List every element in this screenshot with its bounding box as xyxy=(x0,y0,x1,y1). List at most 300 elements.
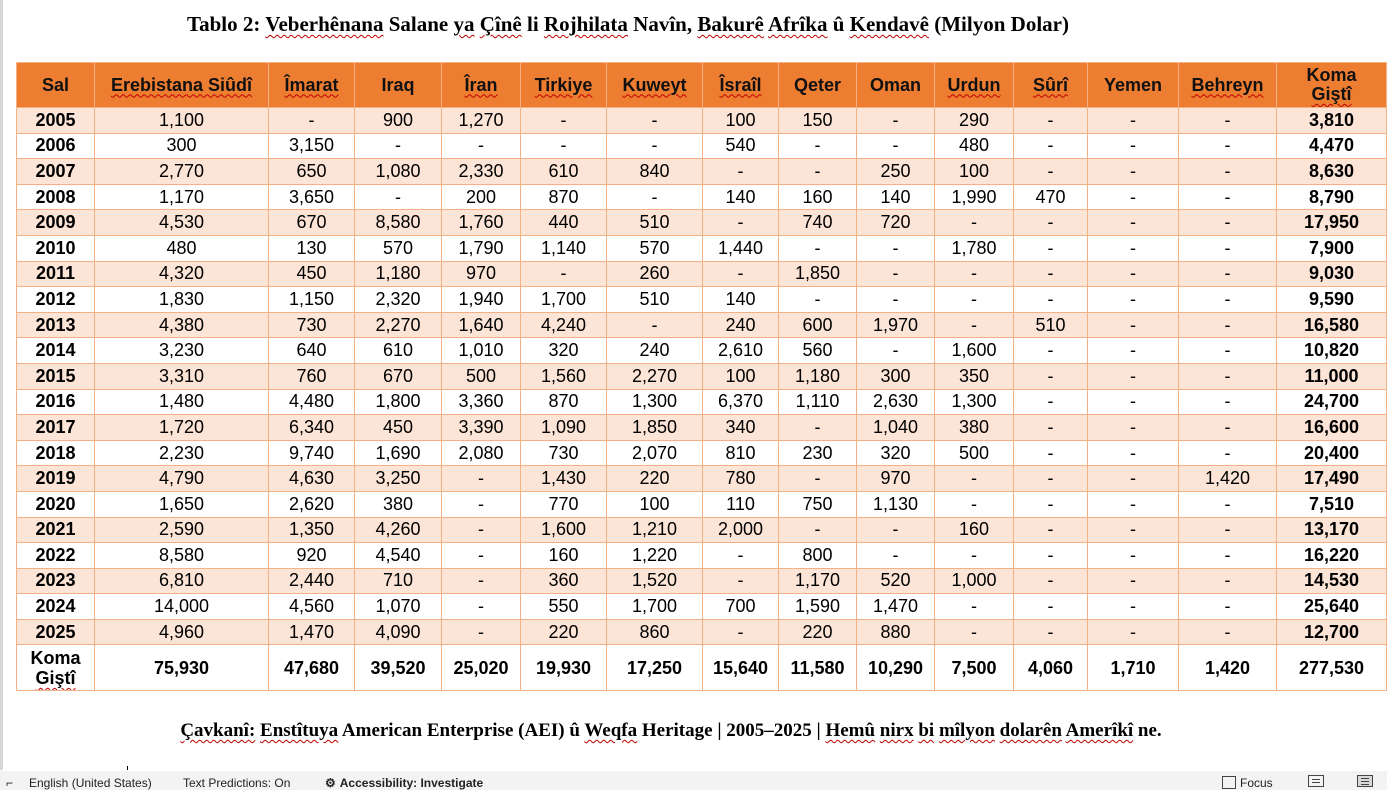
table-row xyxy=(17,287,1387,313)
table-cell: 2,230 xyxy=(95,440,269,466)
table-cell: 4,090 xyxy=(355,619,442,645)
table-cell: - xyxy=(1088,108,1179,134)
year-cell: 2013 xyxy=(17,312,95,338)
table-cell: 1,440 xyxy=(703,235,779,261)
year-cell: 2024 xyxy=(17,594,95,620)
column-header xyxy=(779,63,857,108)
year-cell: 2025 xyxy=(17,619,95,645)
table-cell: 780 xyxy=(703,466,779,492)
table-cell: - xyxy=(1088,415,1179,441)
table-cell: 840 xyxy=(607,159,703,185)
year-cell: 2008 xyxy=(17,184,95,210)
table-cell: 1,090 xyxy=(521,415,607,441)
table-cell: 240 xyxy=(703,312,779,338)
table-row xyxy=(17,466,1387,492)
accessibility-status[interactable] xyxy=(325,776,483,790)
table-cell: 4,790 xyxy=(95,466,269,492)
table-cell: 500 xyxy=(935,440,1014,466)
table-cell: 9,740 xyxy=(269,440,355,466)
table-cell: 1,140 xyxy=(521,235,607,261)
table-cell: 760 xyxy=(269,363,355,389)
table-cell: - xyxy=(1088,619,1179,645)
table-cell: 1,220 xyxy=(607,543,703,569)
table-cell: 4,540 xyxy=(355,543,442,569)
table-cell: 2,000 xyxy=(703,517,779,543)
focus-label: Focus xyxy=(1240,776,1273,790)
table-cell: 450 xyxy=(355,415,442,441)
column-header xyxy=(857,63,935,108)
source-word: Weqfa xyxy=(584,720,638,741)
source-word: | xyxy=(717,720,722,741)
table-cell: 900 xyxy=(355,108,442,134)
row-total-cell: 20,400 xyxy=(1277,440,1387,466)
table-row xyxy=(17,210,1387,236)
table-cell: 1,180 xyxy=(355,261,442,287)
table-cell: - xyxy=(779,287,857,313)
table-cell: - xyxy=(442,133,521,159)
table-cell: - xyxy=(1179,491,1277,517)
table-cell: 3,250 xyxy=(355,466,442,492)
column-header xyxy=(703,63,779,108)
table-cell: 6,810 xyxy=(95,568,269,594)
table-cell: 770 xyxy=(521,491,607,517)
table-cell: 2,440 xyxy=(269,568,355,594)
table-row xyxy=(17,312,1387,338)
row-total-cell: 16,220 xyxy=(1277,543,1387,569)
table-cell: 320 xyxy=(521,338,607,364)
table-cell: - xyxy=(1088,338,1179,364)
column-header-label: Urdun xyxy=(947,74,1001,95)
total-cell: 15,640 xyxy=(703,645,779,691)
table-row xyxy=(17,415,1387,441)
year-cell: 2019 xyxy=(17,466,95,492)
table-cell: 1,150 xyxy=(269,287,355,313)
table-cell: - xyxy=(857,108,935,134)
source-word: (AEI) xyxy=(518,720,565,741)
column-header-label: Qeter xyxy=(793,74,842,95)
table-cell: 1,000 xyxy=(935,568,1014,594)
table-cell: 500 xyxy=(442,363,521,389)
table-cell: - xyxy=(442,491,521,517)
table-cell: - xyxy=(521,108,607,134)
total-cell: 39,520 xyxy=(355,645,442,691)
table-cell: 470 xyxy=(1014,184,1088,210)
table-cell: - xyxy=(935,261,1014,287)
table-cell: - xyxy=(1014,466,1088,492)
table-cell: - xyxy=(935,594,1014,620)
total-cell: 47,680 xyxy=(269,645,355,691)
table-cell: 4,320 xyxy=(95,261,269,287)
table-cell: 800 xyxy=(779,543,857,569)
table-cell: 3,650 xyxy=(269,184,355,210)
table-cell: - xyxy=(857,133,935,159)
column-header-label: Sûrî xyxy=(1032,74,1068,95)
column-header-label: Sal xyxy=(41,74,70,95)
table-cell: 1,520 xyxy=(607,568,703,594)
table-cell: 1,790 xyxy=(442,235,521,261)
title-word: Navîn, xyxy=(633,12,693,36)
table-cell: 380 xyxy=(355,491,442,517)
table-cell: 2,270 xyxy=(607,363,703,389)
status-corner-glyph: ⌐ xyxy=(6,776,14,790)
title-word: Bakurê xyxy=(697,12,764,36)
table-cell: - xyxy=(1179,619,1277,645)
table-row xyxy=(17,594,1387,620)
table-cell: 2,610 xyxy=(703,338,779,364)
table-cell: 450 xyxy=(269,261,355,287)
column-header xyxy=(442,63,521,108)
table-cell: 1,600 xyxy=(521,517,607,543)
table-cell: 610 xyxy=(521,159,607,185)
row-total-cell: 16,600 xyxy=(1277,415,1387,441)
read-mode-icon[interactable] xyxy=(1308,775,1324,787)
table-cell: 130 xyxy=(269,235,355,261)
row-total-cell: 17,490 xyxy=(1277,466,1387,492)
total-cell: 1,420 xyxy=(1179,645,1277,691)
table-cell: 1,940 xyxy=(442,287,521,313)
table-cell: 14,000 xyxy=(95,594,269,620)
table-cell: 1,040 xyxy=(857,415,935,441)
title-word: û xyxy=(832,12,845,36)
focus-button[interactable] xyxy=(1222,776,1273,790)
total-cell: 7,500 xyxy=(935,645,1014,691)
total-cell: 11,580 xyxy=(779,645,857,691)
table-cell: 970 xyxy=(857,466,935,492)
table-row xyxy=(17,184,1387,210)
table-cell: 650 xyxy=(269,159,355,185)
table-cell: - xyxy=(1088,543,1179,569)
table-cell: 380 xyxy=(935,415,1014,441)
source-word: Enterprise xyxy=(426,720,514,741)
table-cell: 810 xyxy=(703,440,779,466)
table-cell: 1,070 xyxy=(355,594,442,620)
table-cell: - xyxy=(935,491,1014,517)
table-cell: 640 xyxy=(269,338,355,364)
total-cell: 17,250 xyxy=(607,645,703,691)
table-cell: 220 xyxy=(779,619,857,645)
table-cell: 4,260 xyxy=(355,517,442,543)
table-cell: 750 xyxy=(779,491,857,517)
table-cell: - xyxy=(442,543,521,569)
row-total-cell: 4,470 xyxy=(1277,133,1387,159)
source-word: bi xyxy=(918,720,935,741)
table-cell: 670 xyxy=(269,210,355,236)
source-word: American xyxy=(341,720,423,741)
row-total-cell: 7,510 xyxy=(1277,491,1387,517)
table-cell: - xyxy=(607,133,703,159)
table-cell: 260 xyxy=(607,261,703,287)
table-cell: - xyxy=(703,543,779,569)
table-cell: 480 xyxy=(95,235,269,261)
table-cell: - xyxy=(1088,517,1179,543)
table-cell: 1,270 xyxy=(442,108,521,134)
total-cell: 19,930 xyxy=(521,645,607,691)
row-total-cell: 25,640 xyxy=(1277,594,1387,620)
table-cell: - xyxy=(1179,287,1277,313)
table-cell: 2,620 xyxy=(269,491,355,517)
table-cell: - xyxy=(355,133,442,159)
table-cell: - xyxy=(779,133,857,159)
table-cell: 2,070 xyxy=(607,440,703,466)
table-cell: - xyxy=(1088,440,1179,466)
table-cell: 150 xyxy=(779,108,857,134)
table-cell: 970 xyxy=(442,261,521,287)
table-cell: - xyxy=(1014,338,1088,364)
table-cell: - xyxy=(1014,133,1088,159)
table-cell: 560 xyxy=(779,338,857,364)
table-cell: 1,420 xyxy=(1179,466,1277,492)
column-header xyxy=(17,63,95,108)
year-cell: 2010 xyxy=(17,235,95,261)
table-cell: 740 xyxy=(779,210,857,236)
title-word: ya xyxy=(453,12,475,36)
focus-icon xyxy=(1222,776,1236,789)
total-label-cell xyxy=(17,645,95,691)
text-predictions-status[interactable]: Text Predictions: On xyxy=(183,776,291,790)
table-cell: - xyxy=(703,159,779,185)
table-cell: - xyxy=(857,543,935,569)
source-word: mîlyon xyxy=(938,720,995,741)
column-header xyxy=(1179,63,1277,108)
column-header xyxy=(1088,63,1179,108)
column-header-label: Koma Giştî xyxy=(1306,65,1357,104)
total-cell: 10,290 xyxy=(857,645,935,691)
title-word: Dolar) xyxy=(1010,12,1069,36)
table-cell: - xyxy=(1088,568,1179,594)
table-cell: - xyxy=(1014,491,1088,517)
table-cell: - xyxy=(779,517,857,543)
table-cell: 1,650 xyxy=(95,491,269,517)
table-cell: - xyxy=(442,517,521,543)
table-cell: 3,150 xyxy=(269,133,355,159)
table-cell: - xyxy=(1014,159,1088,185)
table-cell: 160 xyxy=(935,517,1014,543)
print-layout-icon[interactable] xyxy=(1357,775,1373,787)
table-cell: - xyxy=(935,312,1014,338)
year-cell: 2006 xyxy=(17,133,95,159)
table-cell: 600 xyxy=(779,312,857,338)
table-cell: 440 xyxy=(521,210,607,236)
table-cell: - xyxy=(1014,543,1088,569)
table-cell: - xyxy=(1088,466,1179,492)
row-total-cell: 16,580 xyxy=(1277,312,1387,338)
table-cell: 300 xyxy=(857,363,935,389)
table-cell: 140 xyxy=(857,184,935,210)
table-cell: 4,530 xyxy=(95,210,269,236)
table-cell: 1,100 xyxy=(95,108,269,134)
table-cell: 880 xyxy=(857,619,935,645)
year-cell: 2009 xyxy=(17,210,95,236)
table-cell: - xyxy=(355,184,442,210)
table-cell: - xyxy=(1179,517,1277,543)
table-cell: - xyxy=(607,184,703,210)
source-word: Enstîtuya xyxy=(260,720,339,741)
table-cell: 2,590 xyxy=(95,517,269,543)
table-title xyxy=(0,12,1256,37)
table-cell: - xyxy=(1179,568,1277,594)
table-row xyxy=(17,338,1387,364)
table-cell: 4,240 xyxy=(521,312,607,338)
table-cell: - xyxy=(1014,594,1088,620)
table-cell: - xyxy=(1088,159,1179,185)
table-cell: - xyxy=(703,210,779,236)
table-row xyxy=(17,440,1387,466)
table-row xyxy=(17,491,1387,517)
table-cell: - xyxy=(779,415,857,441)
table-cell: 4,480 xyxy=(269,389,355,415)
table-cell: 1,080 xyxy=(355,159,442,185)
table-cell: - xyxy=(1179,235,1277,261)
source-word: Hemû xyxy=(825,720,876,741)
table-cell: 1,130 xyxy=(857,491,935,517)
row-total-cell: 11,000 xyxy=(1277,363,1387,389)
table-cell: 140 xyxy=(703,287,779,313)
source-word: Amerîkî xyxy=(1065,720,1134,741)
table-cell: 340 xyxy=(703,415,779,441)
table-cell: - xyxy=(1179,210,1277,236)
table-cell: 1,300 xyxy=(935,389,1014,415)
table-cell: 1,560 xyxy=(521,363,607,389)
total-cell: 25,020 xyxy=(442,645,521,691)
title-word: (Milyon xyxy=(934,12,1006,36)
column-header-label: Iraq xyxy=(381,74,415,95)
column-header-label: Tirkiye xyxy=(534,74,593,95)
table-cell: 570 xyxy=(607,235,703,261)
row-total-cell: 7,900 xyxy=(1277,235,1387,261)
title-word: Salane xyxy=(388,12,449,36)
table-cell: 300 xyxy=(95,133,269,159)
table-row xyxy=(17,543,1387,569)
table-cell: - xyxy=(1088,389,1179,415)
table-row xyxy=(17,363,1387,389)
table-cell: 8,580 xyxy=(355,210,442,236)
table-cell: 220 xyxy=(607,466,703,492)
table-row xyxy=(17,389,1387,415)
table-cell: - xyxy=(1014,440,1088,466)
table-row xyxy=(17,261,1387,287)
year-cell: 2007 xyxy=(17,159,95,185)
row-total-cell: 10,820 xyxy=(1277,338,1387,364)
table-cell: - xyxy=(935,210,1014,236)
table-cell: - xyxy=(779,235,857,261)
table-cell: 240 xyxy=(607,338,703,364)
table-cell: - xyxy=(1179,415,1277,441)
column-header xyxy=(607,63,703,108)
table-cell: 250 xyxy=(857,159,935,185)
column-header xyxy=(355,63,442,108)
table-cell: - xyxy=(1014,619,1088,645)
year-cell: 2011 xyxy=(17,261,95,287)
row-total-cell: 24,700 xyxy=(1277,389,1387,415)
source-word: ne. xyxy=(1137,720,1162,741)
table-cell: - xyxy=(1014,108,1088,134)
year-cell: 2015 xyxy=(17,363,95,389)
accessibility-icon: ⚙ xyxy=(325,776,336,790)
table-cell: - xyxy=(1088,210,1179,236)
source-word: û xyxy=(569,720,580,741)
table-cell: - xyxy=(1014,261,1088,287)
accessibility-label: Accessibility: Investigate xyxy=(339,776,484,790)
table-cell: - xyxy=(442,466,521,492)
table-cell: - xyxy=(1179,261,1277,287)
table-cell: 1,720 xyxy=(95,415,269,441)
total-row xyxy=(17,645,1387,691)
table-cell: 510 xyxy=(607,287,703,313)
table-cell: 610 xyxy=(355,338,442,364)
row-total-cell: 13,170 xyxy=(1277,517,1387,543)
language-status[interactable]: English (United States) xyxy=(29,776,152,790)
table-cell: - xyxy=(1179,594,1277,620)
year-cell: 2022 xyxy=(17,543,95,569)
table-cell: 1,180 xyxy=(779,363,857,389)
table-cell: 100 xyxy=(703,363,779,389)
table-cell: 3,310 xyxy=(95,363,269,389)
year-cell: 2012 xyxy=(17,287,95,313)
table-cell: 520 xyxy=(857,568,935,594)
table-cell: - xyxy=(857,235,935,261)
table-cell: 3,360 xyxy=(442,389,521,415)
table-cell: - xyxy=(935,619,1014,645)
table-cell: - xyxy=(1014,363,1088,389)
table-cell: - xyxy=(442,619,521,645)
table-cell: 160 xyxy=(521,543,607,569)
table-cell: - xyxy=(1179,159,1277,185)
table-cell: 4,630 xyxy=(269,466,355,492)
table-cell: - xyxy=(1014,287,1088,313)
table-cell: 290 xyxy=(935,108,1014,134)
table-cell: - xyxy=(857,517,935,543)
table-cell: 540 xyxy=(703,133,779,159)
table-cell: - xyxy=(935,466,1014,492)
source-note xyxy=(0,720,1342,742)
table-cell: - xyxy=(857,261,935,287)
total-cell: 4,060 xyxy=(1014,645,1088,691)
table-cell: 100 xyxy=(703,108,779,134)
table-cell: 6,340 xyxy=(269,415,355,441)
column-header-label: Behreyn xyxy=(1191,74,1264,95)
table-cell: 870 xyxy=(521,389,607,415)
table-cell: 2,320 xyxy=(355,287,442,313)
table-cell: 700 xyxy=(703,594,779,620)
table-cell: 2,080 xyxy=(442,440,521,466)
table-cell: 1,830 xyxy=(95,287,269,313)
table-cell: 360 xyxy=(521,568,607,594)
table-cell: - xyxy=(1179,363,1277,389)
table-cell: - xyxy=(269,108,355,134)
table-cell: 160 xyxy=(779,184,857,210)
table-cell: 2,630 xyxy=(857,389,935,415)
table-cell: - xyxy=(1014,210,1088,236)
row-total-cell: 14,530 xyxy=(1277,568,1387,594)
table-cell: 730 xyxy=(269,312,355,338)
table-cell: - xyxy=(1014,415,1088,441)
column-header xyxy=(935,63,1014,108)
table-cell: - xyxy=(1088,133,1179,159)
table-cell: 1,640 xyxy=(442,312,521,338)
table-cell: - xyxy=(1088,184,1179,210)
table-cell: 1,850 xyxy=(607,415,703,441)
table-cell: - xyxy=(1179,440,1277,466)
table-cell: 860 xyxy=(607,619,703,645)
table-cell: 1,700 xyxy=(607,594,703,620)
table-cell: 110 xyxy=(703,491,779,517)
column-header-label: Îran xyxy=(464,74,498,95)
table-cell: 1,170 xyxy=(779,568,857,594)
table-row xyxy=(17,159,1387,185)
table-cell: 220 xyxy=(521,619,607,645)
row-total-cell: 8,630 xyxy=(1277,159,1387,185)
table-cell: 1,110 xyxy=(779,389,857,415)
